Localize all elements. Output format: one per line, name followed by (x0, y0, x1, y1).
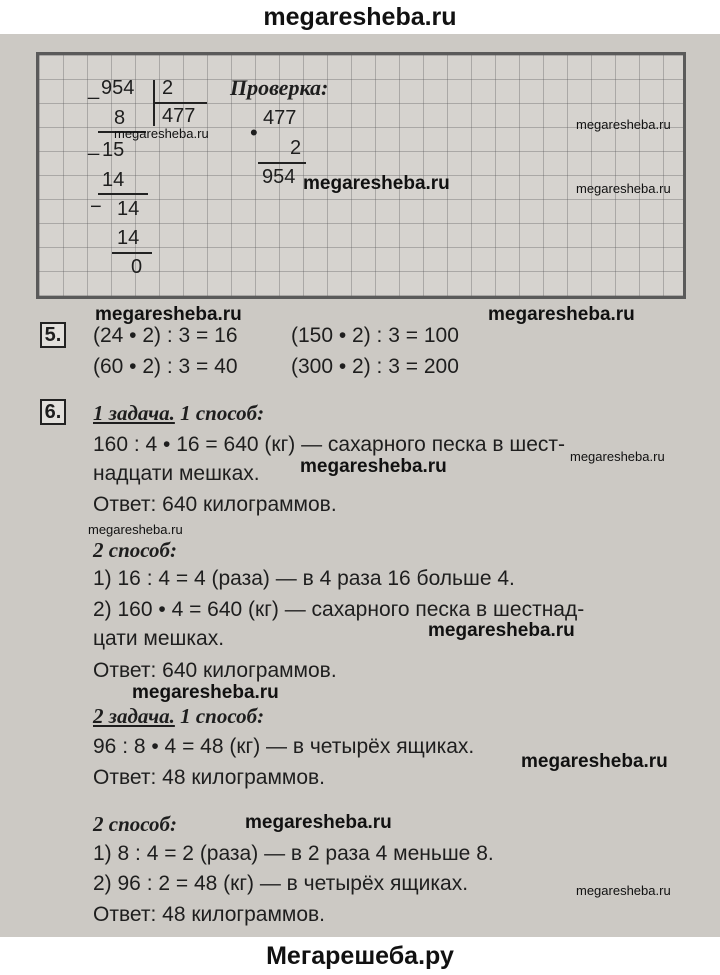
watermark: megaresheba.ru (132, 682, 279, 703)
solution-line: 2) 160 • 4 = 640 (кг) — сахарного песка в шестнад- (93, 598, 585, 621)
watermark: megaresheba.ru (488, 304, 635, 325)
answer-line: Ответ: 48 килограммов. (93, 903, 325, 926)
site-header: megaresheba.ru (263, 3, 457, 31)
solution-line: 1) 8 : 4 = 2 (раза) — в 2 раза 4 меньше 8. (93, 842, 494, 865)
task-5-row-1 (93, 323, 459, 349)
task-2-method-2-heading: 2 способ: (93, 812, 178, 836)
solution-line: 2) 96 : 2 = 48 (кг) — в четырёх ящиках. (93, 872, 469, 895)
watermark: megaresheba.ru (570, 449, 665, 464)
expression: (300 • 2) : 3 = 200 (291, 355, 459, 378)
task-label: 2 задача. (93, 704, 175, 728)
expression: (24 • 2) : 3 = 16 (93, 324, 238, 347)
watermark: megaresheba.ru (521, 751, 668, 772)
check-label: Проверка: (230, 75, 329, 100)
step-subtrahend: 8 (114, 107, 126, 129)
step-subtrahend: 14 (102, 169, 125, 191)
answer-line: Ответ: 640 килограммов. (93, 493, 337, 516)
check-factor-b: 2 (290, 137, 302, 159)
minus-sign: _ (88, 78, 100, 100)
task-5-number: 5. (40, 322, 66, 348)
task-1-method-1-heading (93, 400, 264, 426)
task-1-method-2-heading: 2 способ: (93, 538, 178, 562)
step-subtrahend: 14 (117, 227, 140, 249)
multiply-dot: • (250, 120, 258, 145)
watermark: megaresheba.ru (576, 181, 671, 196)
solution-line: 1) 16 : 4 = 4 (раза) — в 4 раза 16 больше 4. (93, 567, 515, 590)
quotient-line (155, 102, 207, 104)
task-6-number: 6. (40, 399, 66, 425)
check-factor-a: 477 (263, 107, 297, 129)
method-label: 1 способ: (174, 704, 265, 728)
site-footer: Мегарешеба.ру (266, 942, 454, 970)
watermark: megaresheba.ru (428, 620, 575, 641)
watermark: megaresheba.ru (88, 522, 183, 537)
step-line (98, 193, 148, 195)
step-remainder: 14 (117, 198, 140, 220)
step-line (112, 252, 152, 254)
expression: (150 • 2) : 3 = 100 (291, 324, 459, 347)
step-final: 0 (131, 256, 143, 278)
dividend: 954 (101, 77, 135, 99)
minus-sign: _ (88, 134, 100, 156)
step-remainder: 15 (102, 139, 125, 161)
check-line (258, 162, 306, 164)
divisor: 2 (162, 77, 174, 99)
check-result: 954 (262, 166, 296, 188)
minus-sign: − (90, 196, 102, 218)
watermark: megaresheba.ru (245, 812, 392, 833)
solution-line: 160 : 4 • 16 = 640 (кг) — сахарного песка в шест- (93, 433, 566, 456)
watermark: megaresheba.ru (114, 126, 209, 141)
method-label: 1 способ: (174, 401, 265, 425)
answer-line: Ответ: 640 килограммов. (93, 659, 337, 682)
task-5-row-2 (93, 354, 459, 380)
quotient: 477 (162, 105, 196, 127)
solution-line: 96 : 8 • 4 = 48 (кг) — в четырёх ящиках. (93, 735, 475, 758)
expression: (60 • 2) : 3 = 40 (93, 355, 238, 378)
watermark: megaresheba.ru (300, 456, 447, 477)
task-2-method-1-heading (93, 703, 264, 729)
task-label: 1 задача. (93, 401, 175, 425)
watermark: megaresheba.ru (576, 117, 671, 132)
answer-line: Ответ: 48 килограммов. (93, 766, 325, 789)
watermark: megaresheba.ru (95, 304, 242, 325)
solution-line: цати мешках. (93, 627, 225, 650)
watermark: megaresheba.ru (303, 173, 450, 194)
watermark: megaresheba.ru (576, 883, 671, 898)
solution-line: надцати мешках. (93, 462, 260, 485)
